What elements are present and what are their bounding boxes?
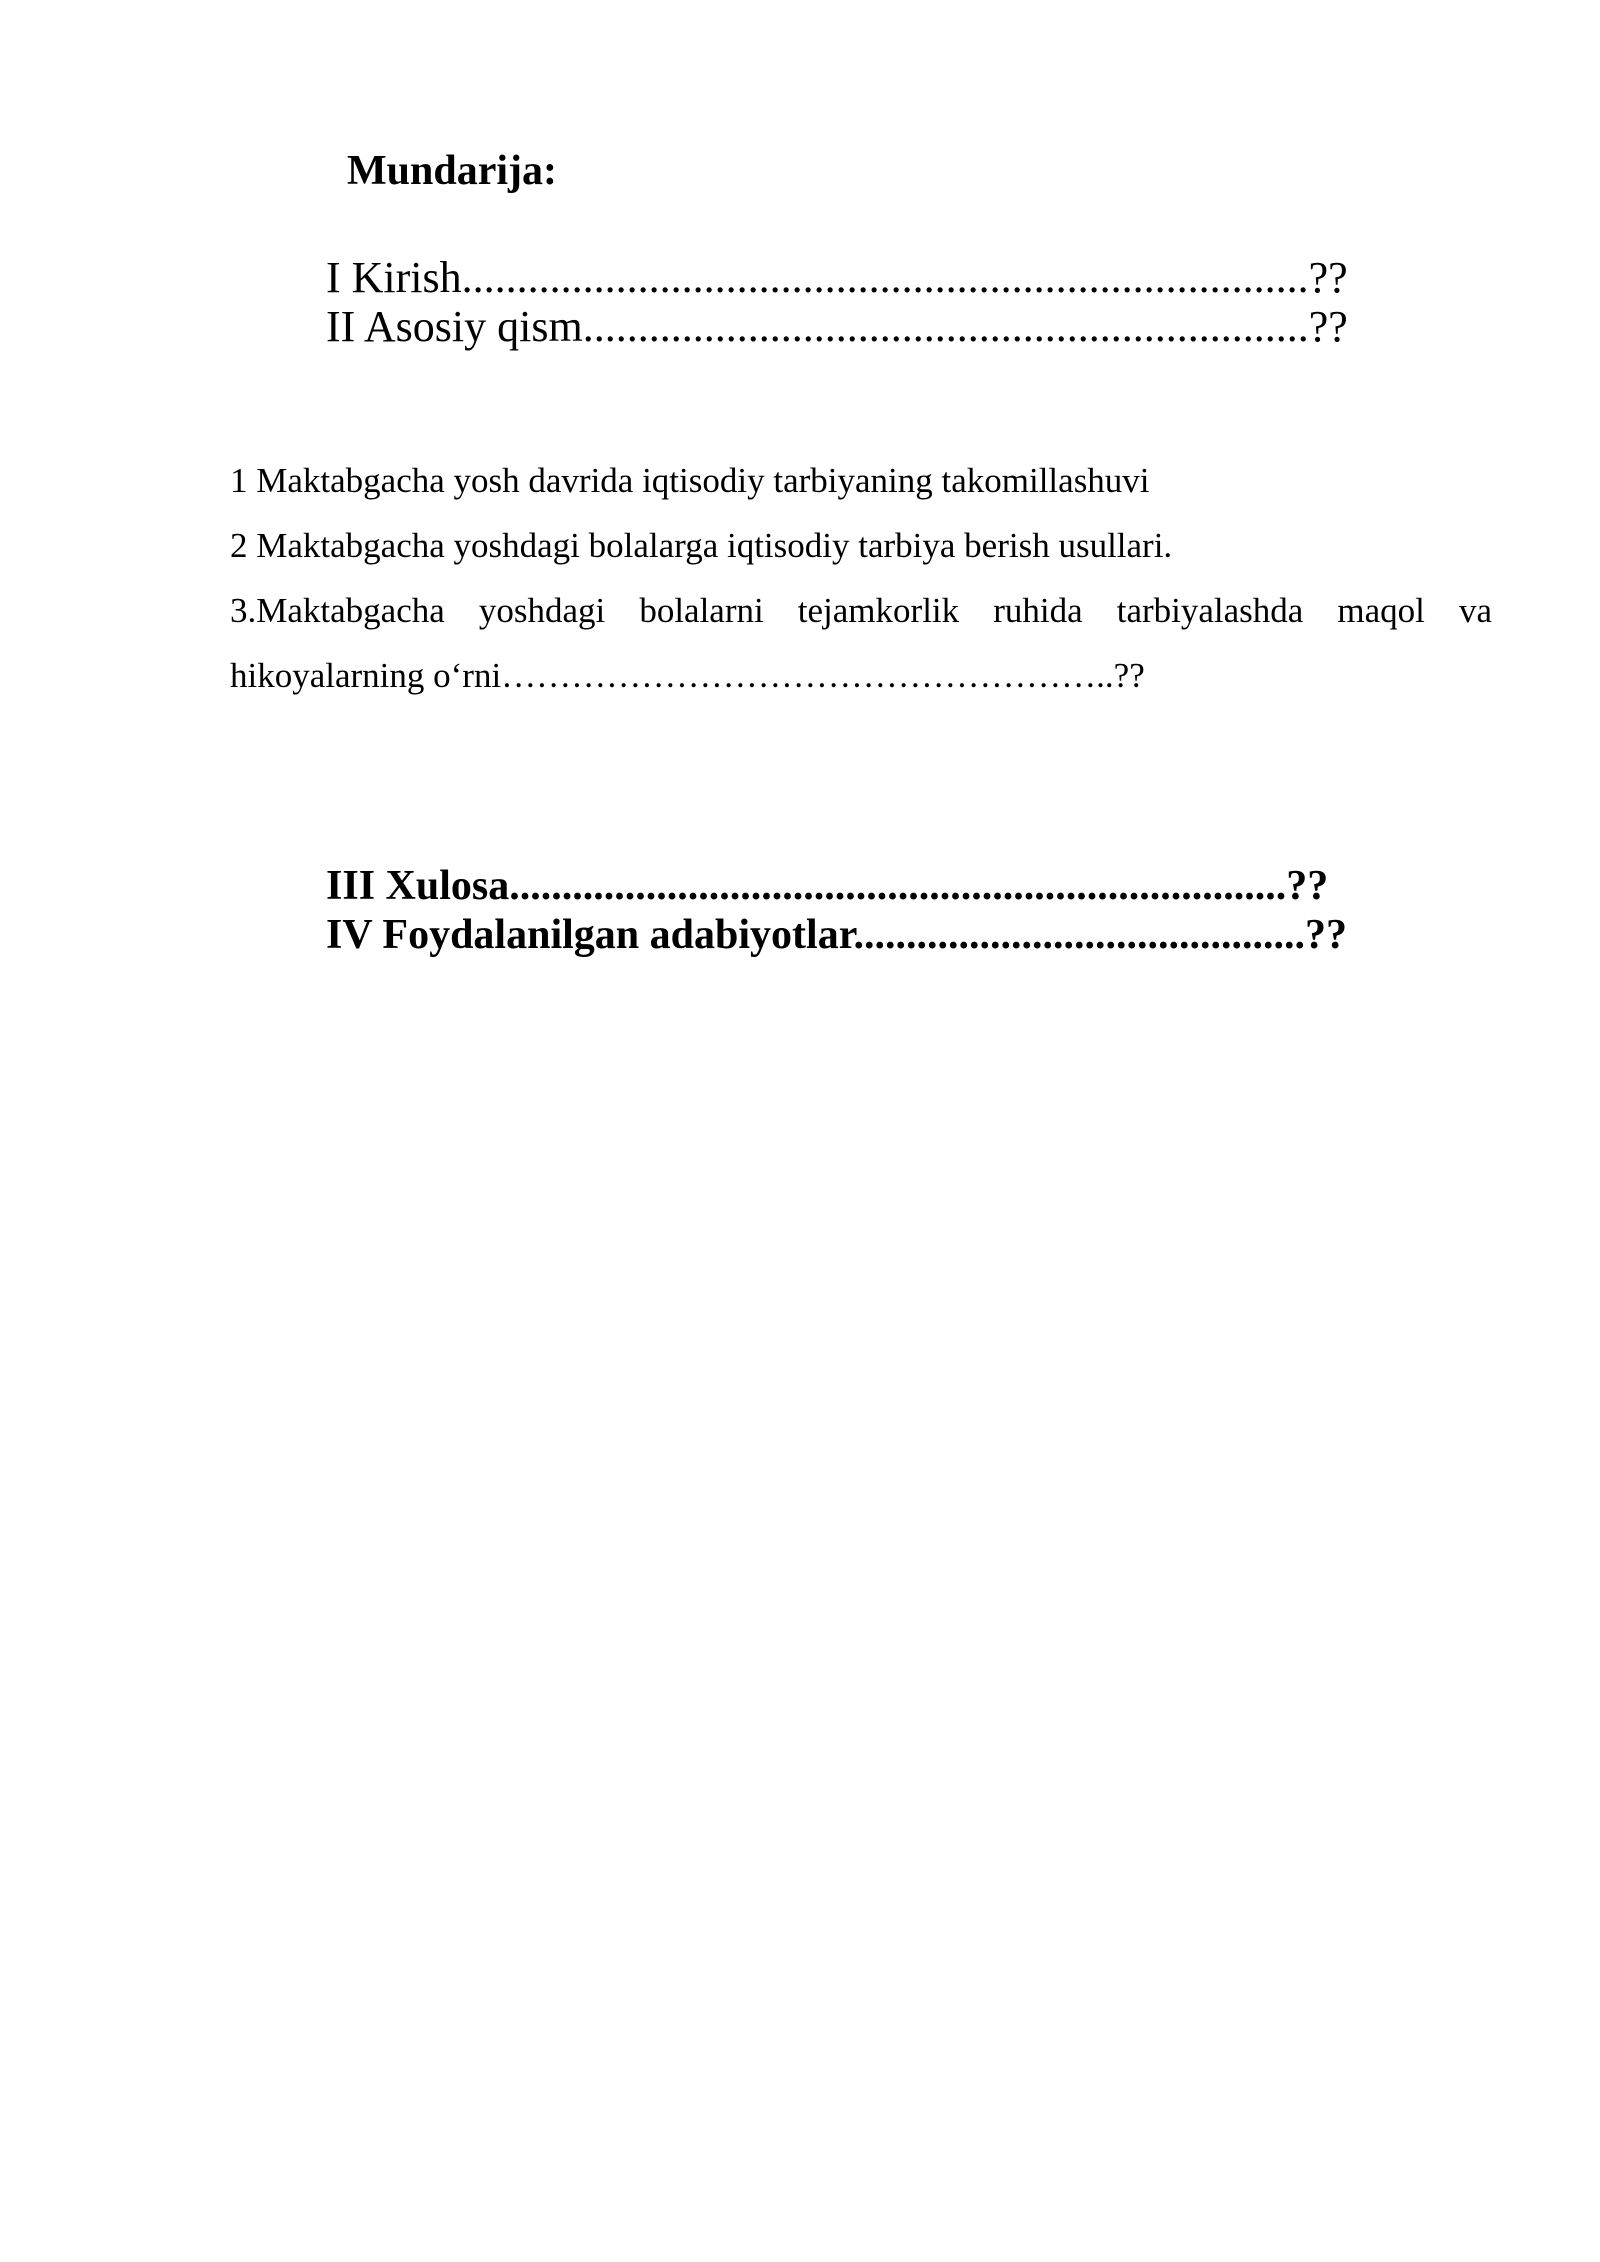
toc-title: Mundarija: — [347, 148, 557, 194]
toc-sub-entries — [230, 448, 1492, 708]
toc-entry-asosiy-qism: II Asosiy qism..................................................................?? — [326, 302, 1348, 351]
toc-entry-foydalanilgan-adabiyotlar: IV Foydalanilgan adabiyotlar...........................................?? — [326, 912, 1347, 958]
toc-sub-entry-1: 1 Maktabgacha yosh davrida iqtisodiy tarbiyaning takomillashuvi — [230, 461, 1150, 500]
toc-entry-kirish: I Kirish.............................................................................?? — [326, 253, 1348, 302]
toc-sub-entry-3: 3.Maktabgacha yoshdagi bolalarni tejamkorlik ruhida tarbiyalashda maqol va hikoyalarning o‘rni……………………………………………..?? — [230, 591, 1492, 695]
toc-sub-entry-2: 2 Maktabgacha yoshdagi bolalarga iqtisodiy tarbiya berish usullari. — [230, 526, 1173, 565]
toc-entry-xulosa: III Xulosa..........................................................................?? — [326, 863, 1329, 909]
